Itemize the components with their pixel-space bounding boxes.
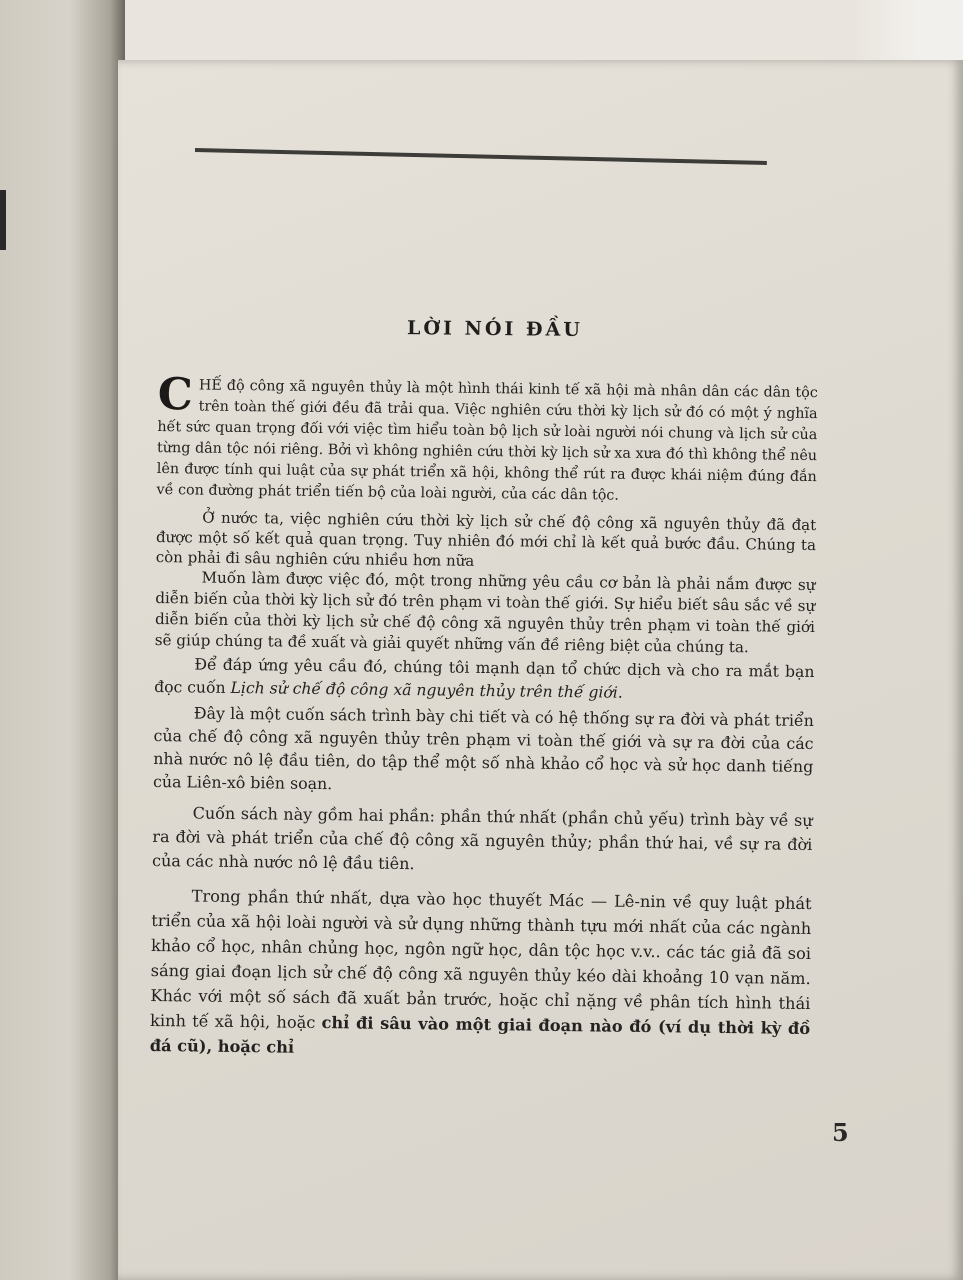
paragraph-7: [150, 883, 812, 1066]
left-page-edge: [0, 0, 125, 1280]
paragraph-4-end: .: [617, 683, 623, 702]
drop-cap: C: [157, 369, 194, 421]
paragraph-1: [156, 369, 818, 509]
paragraph-1-text: HẾ độ công xã nguyên thủy là một hình thái kinh tế xã hội mà nhân dân các dân tộc trên toàn thế giới đều đã trải qua. Việc nghiên cứu thời kỳ lịch sử đó có một ý nghĩa hết sức quan trọng đối với việc tìm hiểu toàn bộ lịch sử loài người nói chung và lịch sử của từng dân tộc nói riêng. Bởi vì không nghiên cứu thời kỳ lịch sử xa xưa đó thì không thể nêu lên được tính qui luật của sự phát triển xã hội, không thể rút ra được khái niệm đúng đắn về con đường phát triển tiến bộ của loài người, của các dân tộc.: [156, 377, 818, 504]
left-page-print-mark: [0, 190, 6, 250]
paragraph-2: Ở nước ta, việc nghiên cứu thời kỳ lịch sử chế độ công xã nguyên thủy đã đạt được một số kết quả quan trọng. Tuy nhiên đó mới chỉ là kết quả bước đầu. Chúng ta còn phải đi sâu nghiên cứu nhiều hơn nữa: [155, 508, 817, 570]
page-heading: LỜI NÓI ĐẦU: [406, 317, 583, 341]
book-title: Lịch sử chế độ công xã nguyên thủy trên thế giới: [230, 678, 618, 702]
paragraph-6: Cuốn sách này gồm hai phần: phần thứ nhất (phần chủ yếu) trình bày về sự ra đời và phát triển của chế độ công xã nguyên thủy; phần thứ hai, về sự ra đời của các nhà nước nô lệ đầu tiên.: [151, 803, 813, 874]
paragraph-7-tail: chỉ đi sâu vào một giai đoạn nào đó (ví dụ thời kỳ đồ đá cũ), hoặc chỉ: [149, 1013, 811, 1057]
paragraph-7-text: Trong phần thứ nhất, dựa vào học thuyết Mác — Lê-nin về quy luật phát triển của xã hội loài người và sử dụng những thành tựu mới nhất của các ngành khảo cổ học, nhân chủng học, ngôn ngữ học, dân tộc học v.v.. các tác giả đã soi sáng giai đoạn lịch sử chế độ công xã nguyên thủy kéo dài khoảng 10 vạn năm. Khác với một số sách đã xuất bản trước, hoặc chỉ nặng về phân tích hình thái kinh tế xã hội, hoặc: [149, 886, 812, 1032]
paragraph-5: Đây là một cuốn sách trình bày chi tiết và có hệ thống sự ra đời và phát triển của chế độ công xã nguyên thủy trên phạm vi toàn thế giới và sự ra đời của các nhà nước nô lệ đầu tiên, do tập thể một số nhà khảo cổ học và sử học danh tiếng của Liên-xô biên soạn.: [152, 703, 814, 794]
paragraph-4-text: Để đáp ứng yêu cầu đó, chúng tôi mạnh dạn tổ chức dịch và cho ra mắt bạn đọc cuốn: [154, 655, 815, 697]
page-number: 5: [832, 1118, 849, 1147]
paragraph-3: Muốn làm được việc đó, một trong những yêu cầu cơ bản là phải nắm được sự diễn biến của thời kỳ lịch sử đó trên phạm vi toàn thế giới. Sự hiểu biết sâu sắc về sự diễn biến của thời kỳ lịch sử chế độ công xã nguyên thủy trên phạm vi toàn thế giới sẽ giúp chúng ta đề xuất và giải quyết những vấn đề riêng biệt của chúng ta.: [154, 568, 816, 657]
body-text: [149, 369, 818, 1066]
paragraph-4: [154, 653, 815, 707]
